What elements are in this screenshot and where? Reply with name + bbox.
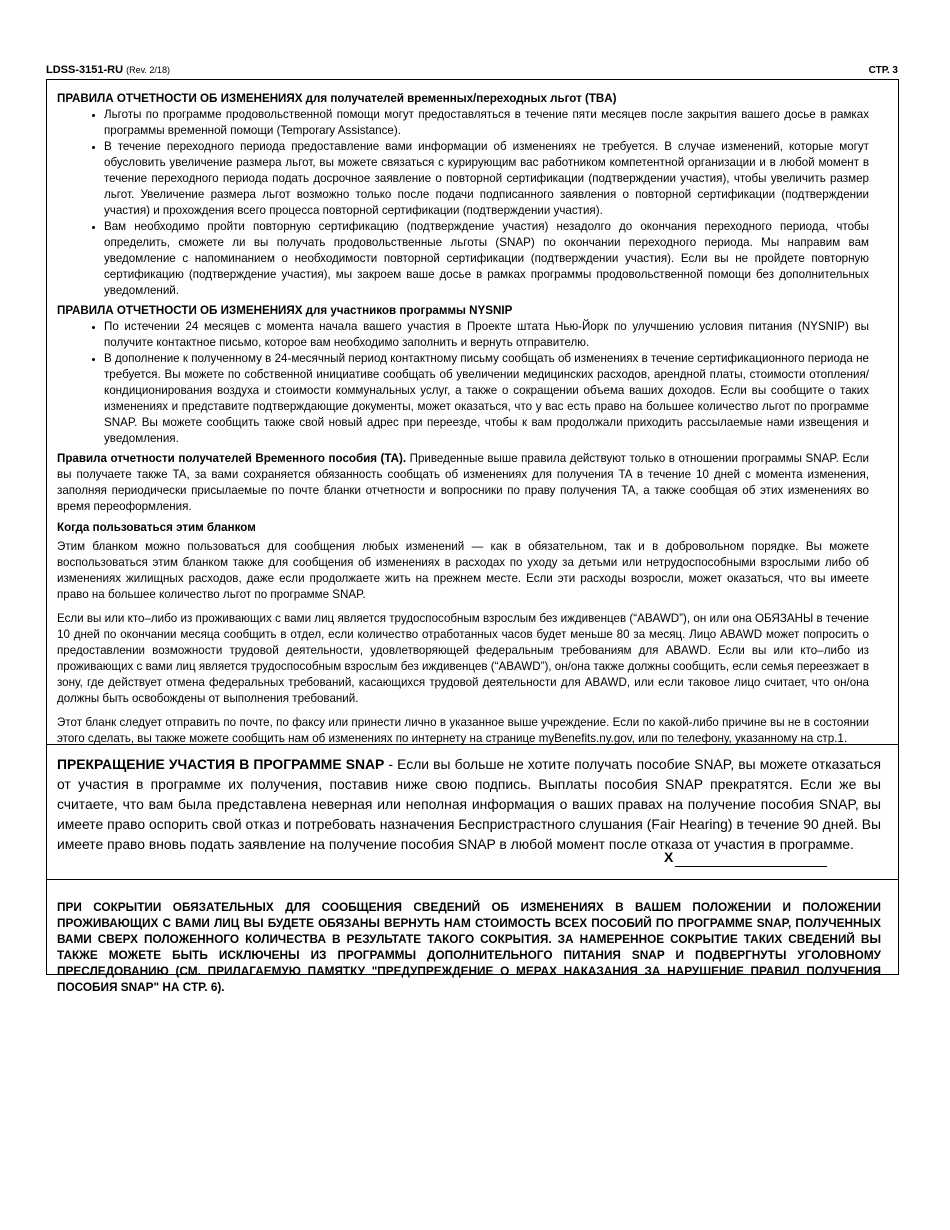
nysnip-item: • В дополнение к полученному в 24-месячный период контактному письму сообщать об изменениях в течение сертификационного периода не требуется. Вы можете по собственной инициативе сообщать об увеличении медицинских расходов, арендной платы, стоимости отопления/кондиционирования воздуха и стоимости коммунальных услуг, а также о сокращении объема ваших доходов. Если вы сообщите о таких изменениях и представите подтверждающие документы, может оказаться, что у вас есть право на большее количество льгот по программе SNAP. Вы можете сообщить также свой новый адрес при переезде, чтобы к вам продолжали приходить рассылаемые нами извещения и уведомления. — [104, 351, 869, 447]
when-paragraph-1: Этим бланком можно пользоваться для сообщения любых изменений — как в обязательном, так и в добровольном порядке. Вы можете воспользоваться этим бланком также для сообщения об изменениях в расходах по уходу за детьми или нетрудоспособными взрослыми либо об изменениях жилищных расходов, даже если продолжаете жить на прежнем месте. Если эти расходы возросли, может оказаться, что вы имеете право на большее количество льгот по программе SNAP. — [57, 540, 869, 601]
reporting-rules-section — [47, 80, 898, 745]
signature-mark: X — [664, 849, 674, 865]
signature-line[interactable] — [675, 852, 827, 867]
form-revision: (Rev. 2/18) — [126, 65, 170, 75]
ta-rules-paragraph — [57, 451, 869, 515]
warning-text: ПРИ СОКРЫТИИ ОБЯЗАТЕЛЬНЫХ ДЛЯ СООБЩЕНИЯ СВЕДЕНИЙ ОБ ИЗМЕНЕНИЯХ В ВАШЕМ ПОЛОЖЕНИИ И ПОЛОЖЕНИИ ПРОЖИВАЮЩИХ С ВАМИ ЛИЦ ВЫ БУДЕТЕ ОБЯЗАНЫ ВЕРНУТЬ НАМ СТОИМОСТЬ ВСЕХ ПОСОБИЙ ПО ПРОГРАММЕ SNAP, ПОЛУЧЕННЫХ ВАМИ СВЕРХ ПОЛОЖЕННОГО КОЛИЧЕСТВА В РЕЗУЛЬТАТЕ ТАКОГО СОКРЫТИЯ. ЗА НАМЕРЕННОЕ СОКРЫТИЕ ТАКИХ СВЕДЕНИЙ ВЫ ТАКЖЕ МОЖЕТЕ БЫТЬ ИСКЛЮЧЕНЫ ИЗ ПРОГРАММЫ ДОПОЛНИТЕЛЬНОГО ПИТАНИЯ SNAP И ПОДВЕРГНУТЫ УГОЛОВНОМУ ПРЕСЛЕДОВАНИЮ (СМ. ПРИЛАГАЕМУЮ ПАМЯТКУ "ПРЕДУПРЕЖДЕНИЕ О МЕРАХ НАКАЗАНИЯ ЗА НАРУШЕНИЕ ПРАВИЛ ПОЛУЧЕНИЯ ПОСОБИЯ SNAP" НА СТР. 6). — [57, 900, 881, 994]
signature-field[interactable] — [664, 847, 827, 867]
warning-section — [47, 880, 898, 994]
ta-rules-text: Приведенные выше правила действуют только в отношении программы SNAP. Если вы получаете также TA, за вами сохраняется обязанность сообщать об изменениях для получения TA в течение 10 дней с момента изменения, заполняя периодически присылаемые по почте бланки отчетности и вопросники по праву получения TA, а также сообщая об этих изменениях во время переоформления. — [57, 452, 869, 513]
form-frame — [46, 79, 899, 994]
withdrawal-paragraph — [57, 754, 881, 854]
nysnip-item: • По истечении 24 месяцев с момента начала вашего участия в Проекте штата Нью-Йорк по улучшению условия питания (NYSNIP) вы получите контактное письмо, которое вам необходимо заполнить и вернуть отправителю. — [104, 319, 869, 351]
tba-heading: ПРАВИЛА ОТЧЕТНОСТИ ОБ ИЗМЕНЕНИЯХ для получателей временных/переходных льгот (TBA) — [57, 92, 617, 105]
ta-rules-lead: Правила отчетности получателей Временного пособия (TA). — [57, 452, 407, 465]
nysnip-heading: ПРАВИЛА ОТЧЕТНОСТИ ОБ ИЗМЕНЕНИЯХ для участников программы NYSNIP — [57, 304, 513, 317]
tba-item: • В течение переходного периода предоставление вами информации об изменениях не требуется. В случае изменений, которые могут обусловить увеличение размера льгот, вы можете связаться с курирующим вас работником компетентной организации и в любой момент в течение переходного периода подать досрочное заявление о повторной сертификации (подтверждении участия), чтобы увеличить размер льгот. Увеличение размера льгот возможно только после подачи подписанного заявления о повторной сертификации (подтверждении участия) и прохождения всего процесса повторной сертификации (подтверждении участия). — [104, 139, 869, 219]
tba-item: • Льготы по программе продовольственной помощи могут предоставляться в течение пяти месяцев после закрытия вашего досье в рамках программы временной помощи (Temporary Assistance). — [104, 107, 869, 139]
abawd-paragraph: Если вы или кто–либо из проживающих с вами лиц является трудоспособным взрослым без иждивенцев (“ABAWD”), он или она ОБЯЗАНЫ в течение 10 дней по окончании месяца сообщить в отдел, если количество отработанных часов будет меньше 80 за месяц. Лицо ABAWD может попросить о предоставлении возможности трудовой деятельности, удовлетворяющей федеральным требованиям для ABAWD. Если вы или кто–либо из проживающих с вами лиц является трудоспособным взрослым без иждивенцев (“ABAWD”), он/она также должны сообщить, если семья переезжает в зону, где действует отмена федеральных требований, касающихся трудовой деятельности для ABAWD, или если таковое лицо считает, что он/она должны быть освобождены от выполнения требований. — [57, 612, 869, 705]
when-to-use-heading: Когда пользоваться этим бланком — [57, 521, 256, 534]
form-id — [46, 64, 170, 76]
nysnip-list — [57, 319, 869, 447]
withdrawal-text: - Если вы больше не хотите получать пособие SNAP, вы можете отказаться от участия в программе их получения, поставив ниже свою подпись. Выплаты пособия SNAP прекратятся. Если же вы считаете, что вам была представлена неверная или неполная информация о ваших правах на получение пособия SNAP, вы имеете право оспорить свой отказ и потребовать назначения Беспристрастного слушания (Fair Hearing) в течение 90 дней. Вы имеете право вновь подать заявление на получение пособия SNAP в любой момент после отказа от участия в программе. — [57, 756, 881, 852]
tba-list — [57, 107, 869, 299]
form-number: LDSS-3151-RU — [46, 64, 124, 76]
submission-paragraph: Этот бланк следует отправить по почте, по факсу или принести лично в указанное выше учреждение. Если по какой-либо причине вы не в состоянии этого сделать, вы также можете сообщить нам об изменениях по интернету на странице myBenefits.ny.gov, или по телефону, указанному на стр.1. — [57, 716, 869, 745]
withdrawal-heading: ПРЕКРАЩЕНИЕ УЧАСТИЯ В ПРОГРАММЕ SNAP — [57, 756, 385, 772]
tba-item: • Вам необходимо пройти повторную сертификацию (подтверждение участия) незадолго до окончания переходного периода, чтобы определить, сможете ли вы получать продовольственные льготы (SNAP) по окончании переходного периода. Мы направим вам уведомление с напоминанием о необходимости повторной сертификации (подтверждении участия). Если вы не пройдете повторную сертификацию (подтверждение участия), мы закроем ваше досье в рамках программы продовольственной помощи без дополнительных уведомлений. — [104, 219, 869, 299]
snap-withdrawal-section — [47, 745, 898, 880]
page-number: СТР. 3 — [868, 65, 898, 76]
